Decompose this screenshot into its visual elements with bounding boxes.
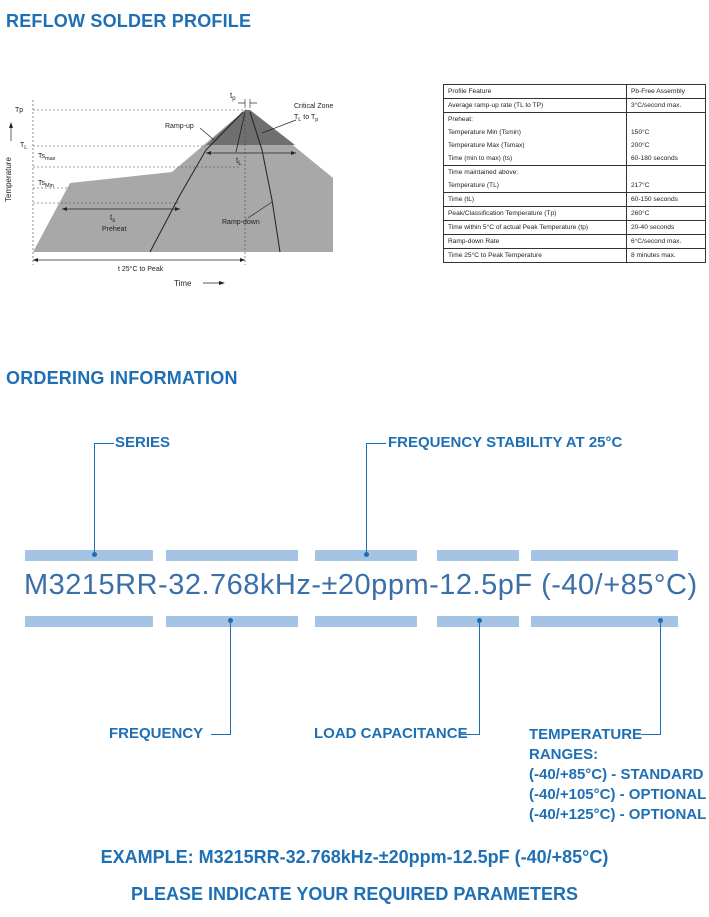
value-cell: 260°C <box>627 207 706 221</box>
range-optional-105: (-40/+105°C) - OPTIONAL <box>529 786 707 803</box>
part-number: M3215RR-32.768kHz-±20ppm-12.5pF (-40/+85°C) <box>24 569 698 601</box>
ts-time-label: $t_s$ <box>110 213 116 224</box>
load-segment-top <box>437 550 519 561</box>
table-row <box>444 235 706 249</box>
temperature-segment-bottom <box>531 616 678 627</box>
frequency-label: FREQUENCY <box>109 725 204 742</box>
feature-cell: Time (tL) <box>444 193 627 207</box>
y-tl-label: $T_L$ <box>20 142 28 151</box>
time-axis-label: Time <box>174 279 192 288</box>
value-cell: 60-180 seconds <box>627 152 706 166</box>
table-row <box>444 99 706 113</box>
table-row <box>444 166 706 180</box>
feature-cell: Time 25°C to Peak Temperature <box>444 249 627 263</box>
critical-zone-area <box>206 110 295 145</box>
table-row <box>444 249 706 263</box>
feature-cell: Temperature (TL) <box>444 179 627 193</box>
stability-marker <box>364 552 369 557</box>
table-row <box>444 113 706 127</box>
profile-area <box>33 110 333 252</box>
reflow-profile-table <box>443 84 706 263</box>
feature-cell: Preheat: <box>444 113 627 127</box>
value-cell: 60-150 seconds <box>627 193 706 207</box>
feature-cell: Peak/Classification Temperature (Tp) <box>444 207 627 221</box>
t25-label: t 25°C to Peak <box>118 266 164 273</box>
table-row <box>444 207 706 221</box>
y-tp-label: Tp <box>15 107 24 114</box>
table-header-cell: Profile Feature <box>444 85 627 99</box>
table-row <box>444 152 706 166</box>
series-segment-top <box>25 550 153 561</box>
feature-cell: Time within 5°C of actual Peak Temperature (tp) <box>444 221 627 235</box>
ramp-up-label: Ramp-up <box>165 123 194 130</box>
table-row <box>444 193 706 207</box>
temperature-ranges-block <box>529 725 706 825</box>
feature-cell: Temperature Max (Tsmax) <box>444 139 627 152</box>
table-header-cell: Pb-Free Assembly <box>627 85 706 99</box>
series-segment-bottom <box>25 616 153 627</box>
tl-time-label: $t_L$ <box>236 156 242 167</box>
value-cell <box>627 113 706 127</box>
table-row <box>444 221 706 235</box>
value-cell: 8 minutes max. <box>627 249 706 263</box>
table-row <box>444 139 706 152</box>
frequency-segment-top <box>166 550 298 561</box>
series-label: SERIES <box>115 434 171 451</box>
preheat-label: Preheat <box>102 226 127 233</box>
indicate-parameters-line: PLEASE INDICATE YOUR REQUIRED PARAMETERS <box>130 884 579 904</box>
range-standard: (-40/+85°C) - STANDARD <box>529 766 704 783</box>
frequency-stability-label: FREQUENCY STABILITY AT 25°C <box>388 434 623 451</box>
ramp-down-label: Ramp-down <box>222 219 260 226</box>
example-line: EXAMPLE: M3215RR-32.768kHz-±20ppm-12.5pF (-40/+85°C) <box>100 847 609 867</box>
y-tsmin-label: $Ts_{Min}$ <box>38 180 54 189</box>
temperature-segment-top <box>531 550 678 561</box>
table-row <box>444 179 706 193</box>
value-cell: 6°C/second max. <box>627 235 706 249</box>
critical-zone-label: Critical Zone <box>294 103 334 110</box>
feature-cell: Time maintained above: <box>444 166 627 180</box>
feature-cell: Temperature Min (Tsmin) <box>444 126 627 139</box>
value-cell: 217°C <box>627 179 706 193</box>
load-capacitance-label: LOAD CAPACITANCE <box>314 725 468 742</box>
value-cell <box>627 166 706 180</box>
tl-to-tp-label: $T_L$ to $T_p$ <box>294 114 319 123</box>
reflow-profile-diagram <box>0 80 345 295</box>
value-cell: 3°C/second max. <box>627 99 706 113</box>
temperature-label: TEMPERATURE <box>529 726 643 743</box>
range-optional-125: (-40/+125°C) - OPTIONAL <box>529 806 707 823</box>
stability-segment-bottom <box>315 616 417 627</box>
table-header-row <box>444 85 706 99</box>
table-row <box>444 126 706 139</box>
feature-cell: Time (min to max) (ts) <box>444 152 627 166</box>
value-cell: 200°C <box>627 139 706 152</box>
reflow-section-title: REFLOW SOLDER PROFILE <box>6 11 252 31</box>
feature-cell: Ramp-down Rate <box>444 235 627 249</box>
tp-time-label: $t_p$ <box>230 91 236 102</box>
temperature-axis-label: Temperature <box>4 157 13 202</box>
ranges-label: RANGES: <box>529 746 599 763</box>
value-cell: 150°C <box>627 126 706 139</box>
value-cell: 20-40 seconds <box>627 221 706 235</box>
ordering-section-title: ORDERING INFORMATION <box>6 368 238 388</box>
feature-cell: Average ramp-up rate (TL to TP) <box>444 99 627 113</box>
series-marker <box>92 552 97 557</box>
y-tsmax-label: $Ts_{max}$ <box>38 153 56 162</box>
